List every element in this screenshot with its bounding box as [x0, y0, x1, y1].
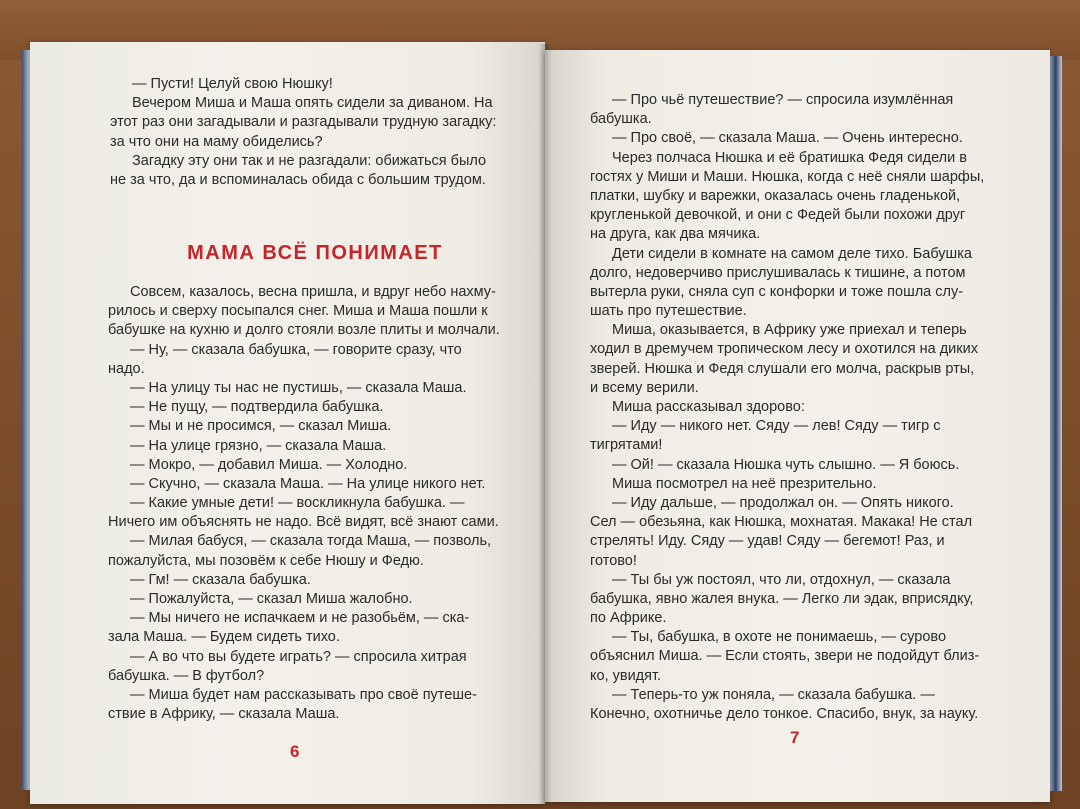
left-page-top-text — [110, 75, 520, 190]
page-number-right: 7 — [790, 728, 800, 747]
text-line: Миша, оказывается, в Африку уже приехал и теперь — [612, 322, 967, 339]
text-line: — Ну, — сказала бабушка, — говорите сразу, что — [130, 341, 462, 358]
text-line: зверей. Нюшка и Федя слушали его молча, раскрыв рты, — [590, 360, 975, 377]
text-line: — Скучно, — сказала Маша. — На улице никого нет. — [130, 475, 486, 492]
chapter-heading: МАМА ВСЁ ПОНИМАЕТ — [187, 242, 443, 264]
text-line: долго, недоверчиво прислушивалась к тишине, а потом — [590, 264, 966, 281]
text-line: — Миша будет нам рассказывать про своё путеше- — [130, 686, 477, 703]
text-line: ходил в дремучем тропическом лесу и охотился на диких — [590, 341, 978, 358]
text-line: стрелять! Иду. Сяду — удав! Сяду — бегемот! Раз, и — [590, 533, 945, 550]
text-line: — Теперь-то уж поняла, — сказала бабушка. — — [612, 686, 935, 703]
text-line: не за что, да и вспоминалась обида с большим трудом. — [110, 171, 486, 188]
text-line: рилось и сверху посыпался снег. Миша и Маша пошли к — [108, 303, 488, 320]
text-line: — Иду дальше, — продолжал он. — Опять никого. — [612, 494, 954, 511]
text-line: — Ты, бабушка, в охоте не понимаешь, — сурово — [612, 629, 947, 646]
text-line: зала Маша. — Будем сидеть тихо. — [108, 629, 340, 646]
book-spine — [538, 44, 552, 804]
text-line: за что они на маму обиделись? — [110, 133, 323, 150]
text-line: гостях у Миши и Маши. Нюшка, когда с неё сняли шарфы, — [590, 168, 985, 185]
text-line: готово! — [590, 552, 637, 569]
text-line: бабушка. — [590, 111, 652, 128]
text-line: — Иду — никого нет. Сяду — лев! Сяду — тигр с — [612, 418, 941, 435]
text-line: на друга, как два мячика. — [590, 226, 761, 243]
text-line: Дети сидели в комнате на самом деле тихо. Бабушка — [612, 245, 972, 262]
left-page-main-text — [108, 283, 520, 724]
text-line: — Не пущу, — подтвердила бабушка. — [130, 399, 384, 416]
text-line: — На улице грязно, — сказала Маша. — [130, 437, 387, 454]
text-line: Через полчаса Нюшка и её братишка Федя сидели в — [612, 149, 967, 166]
text-line: — А во что вы будете играть? — спросила хитрая — [130, 648, 467, 665]
text-line: этот раз они загадывали и разгадывали трудную загадку: — [110, 114, 497, 131]
text-line: Миша посмотрел на неё презрительно. — [612, 475, 877, 492]
page-number-left: 6 — [290, 742, 300, 761]
text-line: пожалуйста, мы позовём к себе Нюшу и Федю. — [108, 552, 424, 569]
text-line: и всему верили. — [590, 379, 699, 396]
text-line: объяснил Миша. — Если стоять, звери не подойдут близ- — [590, 648, 980, 665]
text-line: — Про своё, — сказала Маша. — Очень интересно. — [612, 130, 963, 147]
text-line: вытерла руки, сняла суп с конфорки и тоже пошла слу- — [590, 283, 964, 300]
text-line: — Мы ничего не испачкаем и не разобьём, — ска- — [130, 610, 470, 627]
text-line: платки, шубку и варежки, оказалась очень гладенькой, — [590, 187, 961, 204]
text-line: — Ты бы уж постоял, что ли, отдохнул, — сказала — [612, 571, 951, 588]
text-line: Сел — обезьяна, как Нюшка, мохнатая. Макака! Не стал — [590, 514, 973, 531]
text-line: Загадку эту они так и не разгадали: обижаться было — [132, 152, 487, 169]
text-line: надо. — [108, 360, 145, 377]
text-line: ко, увидят. — [590, 667, 662, 684]
right-page-text — [590, 91, 1000, 724]
text-line: — Гм! — сказала бабушка. — [130, 571, 311, 588]
text-line: — Пусти! Целуй свою Нюшку! — [132, 76, 333, 92]
text-line: Ничего им объяснять не надо. Всё видят, всё знают сами. — [108, 514, 499, 531]
text-line: — Мы и не просимся, — сказал Миша. — [130, 418, 392, 435]
text-line: Конечно, охотничье дело тонкое. Спасибо, внук, за науку. — [590, 706, 979, 722]
text-line: Совсем, казалось, весна пришла, и вдруг небо нахму- — [130, 284, 496, 300]
text-line: кругленькой девочкой, и они с Федей были похожи друг — [590, 207, 966, 224]
text-line: тигрятами! — [590, 437, 663, 454]
text-line: шать про путешествие. — [590, 303, 747, 320]
text-line: — Ой! — сказала Нюшка чуть слышно. — Я боюсь. — [612, 456, 960, 473]
text-line: Вечером Миша и Маша опять сидели за диваном. На — [132, 95, 493, 112]
text-line: бабушка. — В футбол? — [108, 667, 265, 684]
text-line: — Милая бабуся, — сказала тогда Маша, — позволь, — [130, 533, 492, 550]
text-line: — Пожалуйста, — сказал Миша жалобно. — [130, 591, 413, 607]
text-line: — Про чьё путешествие? — спросила изумлённая — [612, 92, 954, 108]
text-line: по Африке. — [590, 610, 667, 627]
text-line: бабушке на кухню и долго стояли возле плиты и молчали. — [108, 322, 500, 339]
text-line: — Мокро, — добавил Миша. — Холодно. — [130, 456, 408, 473]
text-line: бабушка, явно жалея внука. — Легко ли эдак, вприсядку, — [590, 590, 974, 607]
text-line: Миша рассказывал здорово: — [612, 399, 805, 415]
text-line: ствие в Африку, — сказала Маша. — [108, 706, 340, 723]
text-line: — На улицу ты нас не пустишь, — сказала Маша. — [130, 379, 467, 396]
text-line: — Какие умные дети! — воскликнула бабушка. — — [130, 495, 465, 512]
